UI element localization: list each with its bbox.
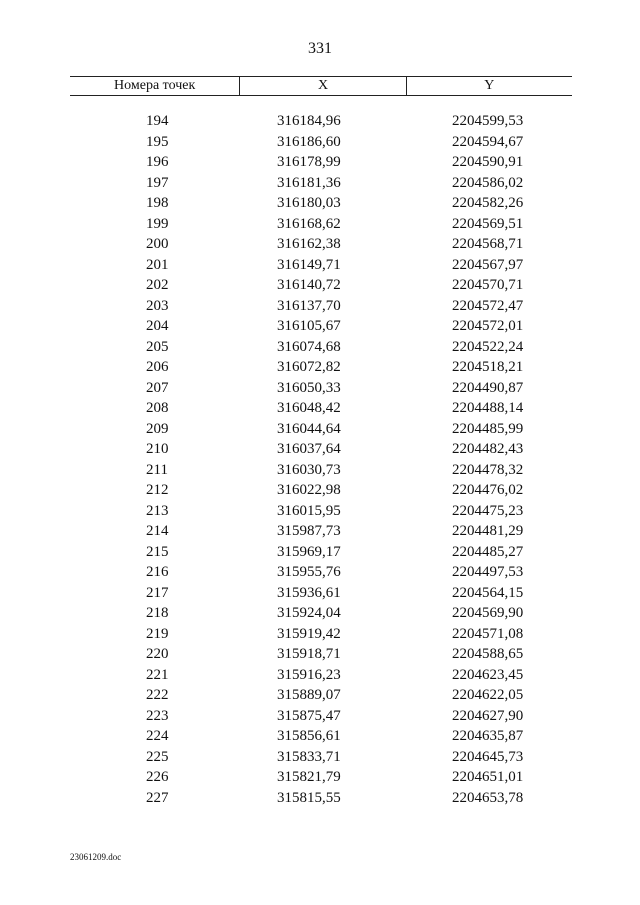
point-number-cell: 206: [146, 359, 169, 375]
x-coordinate-cell: 315821,79: [277, 769, 341, 785]
x-coordinate-cell: 316037,64: [277, 441, 341, 457]
x-coordinate-cell: 316030,73: [277, 461, 341, 478]
table-row: [0, 747, 640, 768]
table-row: [0, 275, 640, 296]
table-row: [0, 726, 640, 747]
point-number-cell: 200: [146, 236, 169, 252]
point-number-cell: 204: [146, 318, 169, 334]
column-header-x: X: [239, 77, 405, 95]
x-coordinate-cell: 315987,73: [277, 523, 341, 539]
x-coordinate-cell: 316140,72: [277, 277, 341, 293]
table-row: [0, 378, 640, 399]
table-row: [0, 214, 640, 235]
document-filename: 23061209.doc: [70, 852, 122, 862]
point-number-cell: 216: [146, 564, 169, 580]
x-coordinate-cell: 315833,71: [277, 748, 341, 765]
y-coordinate-cell: 2204582,26: [452, 195, 524, 211]
y-coordinate-cell: 2204568,71: [452, 236, 524, 252]
x-coordinate-cell: 315936,61: [277, 584, 341, 601]
x-coordinate-cell: 315919,42: [277, 625, 341, 642]
point-number-cell: 208: [146, 400, 169, 416]
y-coordinate-cell: 2204482,43: [452, 441, 524, 457]
point-number-cell: 198: [146, 195, 169, 211]
y-coordinate-cell: 2204569,51: [452, 215, 524, 232]
y-coordinate-cell: 2204485,27: [452, 543, 524, 560]
point-number-cell: 221: [146, 666, 169, 683]
point-number-cell: 212: [146, 482, 169, 498]
table-row: [0, 583, 640, 604]
table-row: [0, 152, 640, 173]
table-row: [0, 419, 640, 440]
y-coordinate-cell: 2204653,78: [452, 789, 524, 806]
y-coordinate-cell: 2204522,24: [452, 338, 524, 355]
point-number-cell: 223: [146, 707, 169, 724]
y-coordinate-cell: 2204490,87: [452, 379, 524, 396]
table-row: [0, 706, 640, 727]
y-coordinate-cell: 2204586,02: [452, 174, 524, 191]
x-coordinate-cell: 315924,04: [277, 605, 341, 621]
table-row: [0, 173, 640, 194]
point-number-cell: 211: [146, 461, 168, 478]
y-coordinate-cell: 2204564,15: [452, 584, 524, 601]
y-coordinate-cell: 2204476,02: [452, 482, 524, 498]
x-coordinate-cell: 316180,03: [277, 195, 341, 211]
y-coordinate-cell: 2204651,01: [452, 769, 524, 785]
point-number-cell: 222: [146, 687, 169, 703]
point-number-cell: 209: [146, 420, 169, 437]
table-row: [0, 788, 640, 809]
x-coordinate-cell: 316186,60: [277, 133, 341, 150]
point-number-cell: 225: [146, 748, 169, 765]
table-row: [0, 111, 640, 132]
y-coordinate-cell: 2204599,53: [452, 113, 524, 129]
y-coordinate-cell: 2204635,87: [452, 728, 524, 744]
y-coordinate-cell: 2204497,53: [452, 564, 524, 580]
x-coordinate-cell: 316015,95: [277, 502, 341, 519]
x-coordinate-cell: 315875,47: [277, 707, 341, 724]
point-number-cell: 224: [146, 728, 169, 744]
table-row: [0, 603, 640, 624]
x-coordinate-cell: 316149,71: [277, 256, 341, 273]
point-number-cell: 220: [146, 646, 169, 662]
x-coordinate-cell: 316044,64: [277, 420, 341, 437]
point-number-cell: 210: [146, 441, 169, 457]
y-coordinate-cell: 2204488,14: [452, 400, 524, 416]
table-row: [0, 316, 640, 337]
x-coordinate-cell: 316074,68: [277, 338, 341, 355]
point-number-cell: 194: [146, 113, 169, 129]
column-header-point-number: Номера точек: [114, 78, 196, 93]
table-row: [0, 398, 640, 419]
table-row: [0, 562, 640, 583]
x-coordinate-cell: 315815,55: [277, 789, 341, 806]
y-coordinate-cell: 2204622,05: [452, 687, 524, 703]
point-number-cell: 218: [146, 605, 169, 621]
point-number-cell: 195: [146, 133, 169, 150]
y-coordinate-cell: 2204571,08: [452, 625, 524, 642]
point-number-cell: 226: [146, 769, 169, 785]
point-number-cell: 219: [146, 625, 169, 642]
x-coordinate-cell: 316050,33: [277, 379, 341, 396]
table-row: [0, 644, 640, 665]
point-number-cell: 207: [146, 379, 169, 396]
x-coordinate-cell: 316048,42: [277, 400, 341, 416]
y-coordinate-cell: 2204590,91: [452, 154, 524, 170]
table-header: [70, 76, 572, 96]
point-number-cell: 217: [146, 584, 169, 601]
x-coordinate-cell: 316022,98: [277, 482, 341, 498]
table-row: [0, 255, 640, 276]
point-number-cell: 202: [146, 277, 169, 293]
x-coordinate-cell: 315969,17: [277, 543, 341, 560]
y-coordinate-cell: 2204478,32: [452, 461, 524, 478]
table-row: [0, 132, 640, 153]
coordinates-table-body: [0, 111, 640, 808]
table-row: [0, 193, 640, 214]
y-coordinate-cell: 2204481,29: [452, 523, 524, 539]
table-row: [0, 685, 640, 706]
y-coordinate-cell: 2204623,45: [452, 666, 524, 683]
table-row: [0, 439, 640, 460]
table-row: [0, 501, 640, 522]
y-coordinate-cell: 2204645,73: [452, 748, 524, 765]
y-coordinate-cell: 2204569,90: [452, 605, 524, 621]
y-coordinate-cell: 2204627,90: [452, 707, 524, 724]
y-coordinate-cell: 2204588,65: [452, 646, 524, 662]
y-coordinate-cell: 2204594,67: [452, 133, 524, 150]
column-header-y: Y: [406, 77, 572, 95]
x-coordinate-cell: 315918,71: [277, 646, 341, 662]
y-coordinate-cell: 2204572,47: [452, 297, 524, 314]
point-number-cell: 227: [146, 789, 169, 806]
table-row: [0, 296, 640, 317]
x-coordinate-cell: 316137,70: [277, 297, 341, 314]
point-number-cell: 213: [146, 502, 169, 519]
point-number-cell: 199: [146, 215, 169, 232]
x-coordinate-cell: 316178,99: [277, 154, 341, 170]
table-row: [0, 337, 640, 358]
x-coordinate-cell: 316181,36: [277, 174, 341, 191]
table-row: [0, 665, 640, 686]
table-row: [0, 542, 640, 563]
x-coordinate-cell: 315916,23: [277, 666, 341, 683]
x-coordinate-cell: 316072,82: [277, 359, 341, 375]
x-coordinate-cell: 316162,38: [277, 236, 341, 252]
x-coordinate-cell: 315955,76: [277, 564, 341, 580]
x-coordinate-cell: 315889,07: [277, 687, 341, 703]
table-row: [0, 357, 640, 378]
table-row: [0, 234, 640, 255]
table-row: [0, 624, 640, 645]
x-coordinate-cell: 315856,61: [277, 728, 341, 744]
page-number: 331: [308, 40, 332, 57]
table-row: [0, 521, 640, 542]
point-number-cell: 201: [146, 256, 169, 273]
y-coordinate-cell: 2204567,97: [452, 256, 524, 273]
table-row: [0, 460, 640, 481]
table-row: [0, 480, 640, 501]
y-coordinate-cell: 2204570,71: [452, 277, 524, 293]
point-number-cell: 203: [146, 297, 169, 314]
point-number-cell: 205: [146, 338, 169, 355]
point-number-cell: 215: [146, 543, 169, 560]
y-coordinate-cell: 2204485,99: [452, 420, 524, 437]
x-coordinate-cell: 316105,67: [277, 318, 341, 334]
point-number-cell: 214: [146, 523, 169, 539]
y-coordinate-cell: 2204475,23: [452, 502, 524, 519]
table-row: [0, 767, 640, 788]
x-coordinate-cell: 316168,62: [277, 215, 341, 232]
y-coordinate-cell: 2204518,21: [452, 359, 524, 375]
x-coordinate-cell: 316184,96: [277, 113, 341, 129]
y-coordinate-cell: 2204572,01: [452, 318, 524, 334]
point-number-cell: 196: [146, 154, 169, 170]
point-number-cell: 197: [146, 174, 169, 191]
